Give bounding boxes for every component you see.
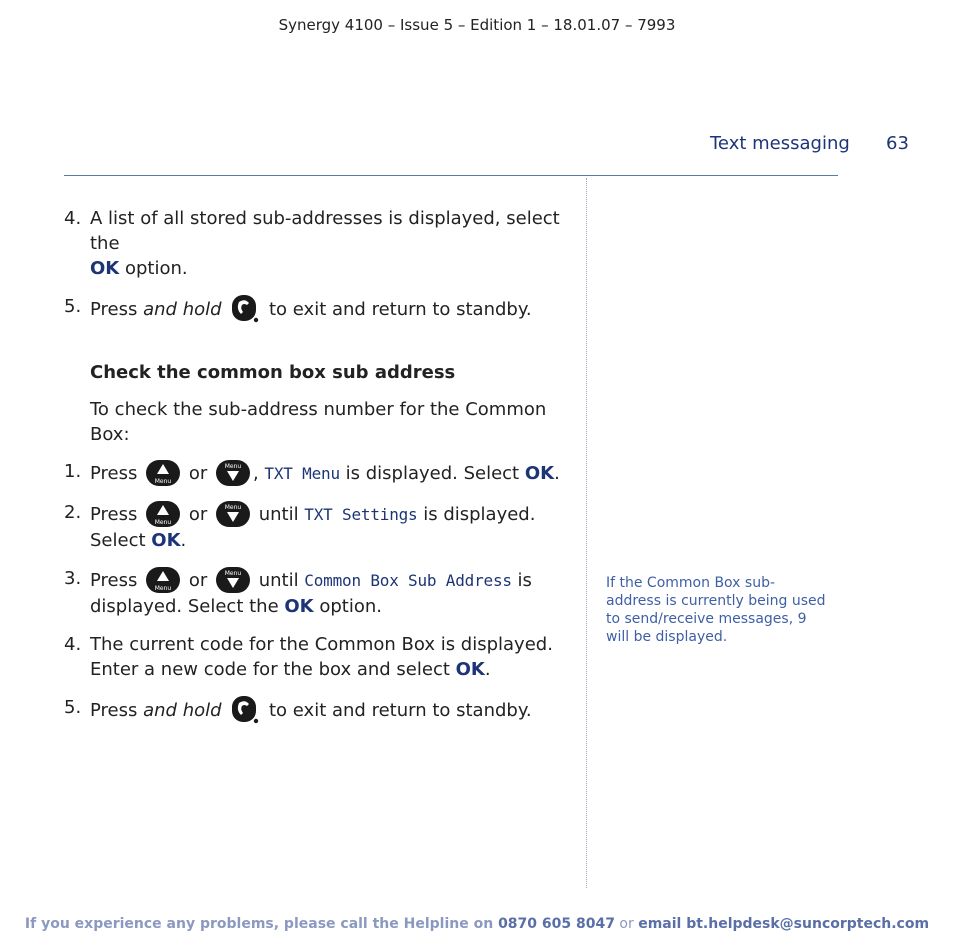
column-divider <box>586 178 587 888</box>
document-info-header: Synergy 4100 – Issue 5 – Edition 1 – 18.01.07 – 7993 <box>278 16 676 34</box>
helpline-email: email bt.helpdesk@suncorptech.com <box>638 916 930 932</box>
subsection-heading: Check the common box sub address <box>90 362 456 383</box>
side-note: If the Common Box sub-address is currently being used to send/receive messages, 9 will be displayed. <box>606 575 826 645</box>
ok-label: OK <box>151 530 181 551</box>
helpline-footer: If you experience any problems, please call the Helpline on 0870 605 8047 or email bt.helpdesk@suncorptech.com <box>24 916 930 932</box>
list-item: 1. Press Menu or Menu , TXT Menu is displayed. Select OK. <box>64 461 560 485</box>
subsection-intro: To check the sub-address number for the Common Box: <box>90 399 547 445</box>
menu-up-key-icon <box>145 566 181 594</box>
svg-text:Menu: Menu <box>154 585 172 592</box>
list-item: 5. Press and hold to exit and return to standby. <box>64 294 576 324</box>
display-text: TXT Settings <box>304 505 418 524</box>
page-number: 63 <box>886 133 909 154</box>
ok-label: OK <box>524 463 555 484</box>
helpline-phone: 0870 605 8047 <box>498 916 615 932</box>
section-title: Text messaging <box>710 133 850 154</box>
main-column <box>64 206 576 738</box>
end-call-key-icon <box>230 294 260 324</box>
list-item: 4. A list of all stored sub-addresses is displayed, select the OK option. <box>64 208 560 279</box>
display-text: TXT Menu <box>264 464 340 483</box>
header-rule <box>64 175 838 176</box>
svg-text:Menu: Menu <box>224 504 242 511</box>
menu-down-key-icon <box>215 566 251 594</box>
display-text: Common Box Sub Address <box>304 571 512 590</box>
list-item: 2. Press Menu or Menu until TXT Settings is displayed. Select OK. <box>64 502 536 551</box>
list-item: 3. Press Menu or Menu until Common Box Sub Address is displayed. Select the OK option. <box>64 568 532 617</box>
ok-label: OK <box>284 596 314 617</box>
ok-label: OK <box>455 659 485 680</box>
list-item: 4. The current code for the Common Box is displayed. Enter a new code for the box and select OK. <box>64 634 553 680</box>
svg-text:Menu: Menu <box>224 463 242 470</box>
svg-text:Menu: Menu <box>154 519 172 526</box>
svg-text:Menu: Menu <box>224 570 242 577</box>
menu-down-key-icon <box>215 500 251 528</box>
ok-label: OK <box>90 258 120 279</box>
end-call-key-icon <box>230 695 260 725</box>
menu-down-key-icon <box>215 459 251 487</box>
svg-text:Menu: Menu <box>154 478 172 485</box>
menu-up-key-icon <box>145 459 181 487</box>
menu-up-key-icon <box>145 500 181 528</box>
list-item: 5. Press and hold to exit and return to standby. <box>64 695 576 725</box>
